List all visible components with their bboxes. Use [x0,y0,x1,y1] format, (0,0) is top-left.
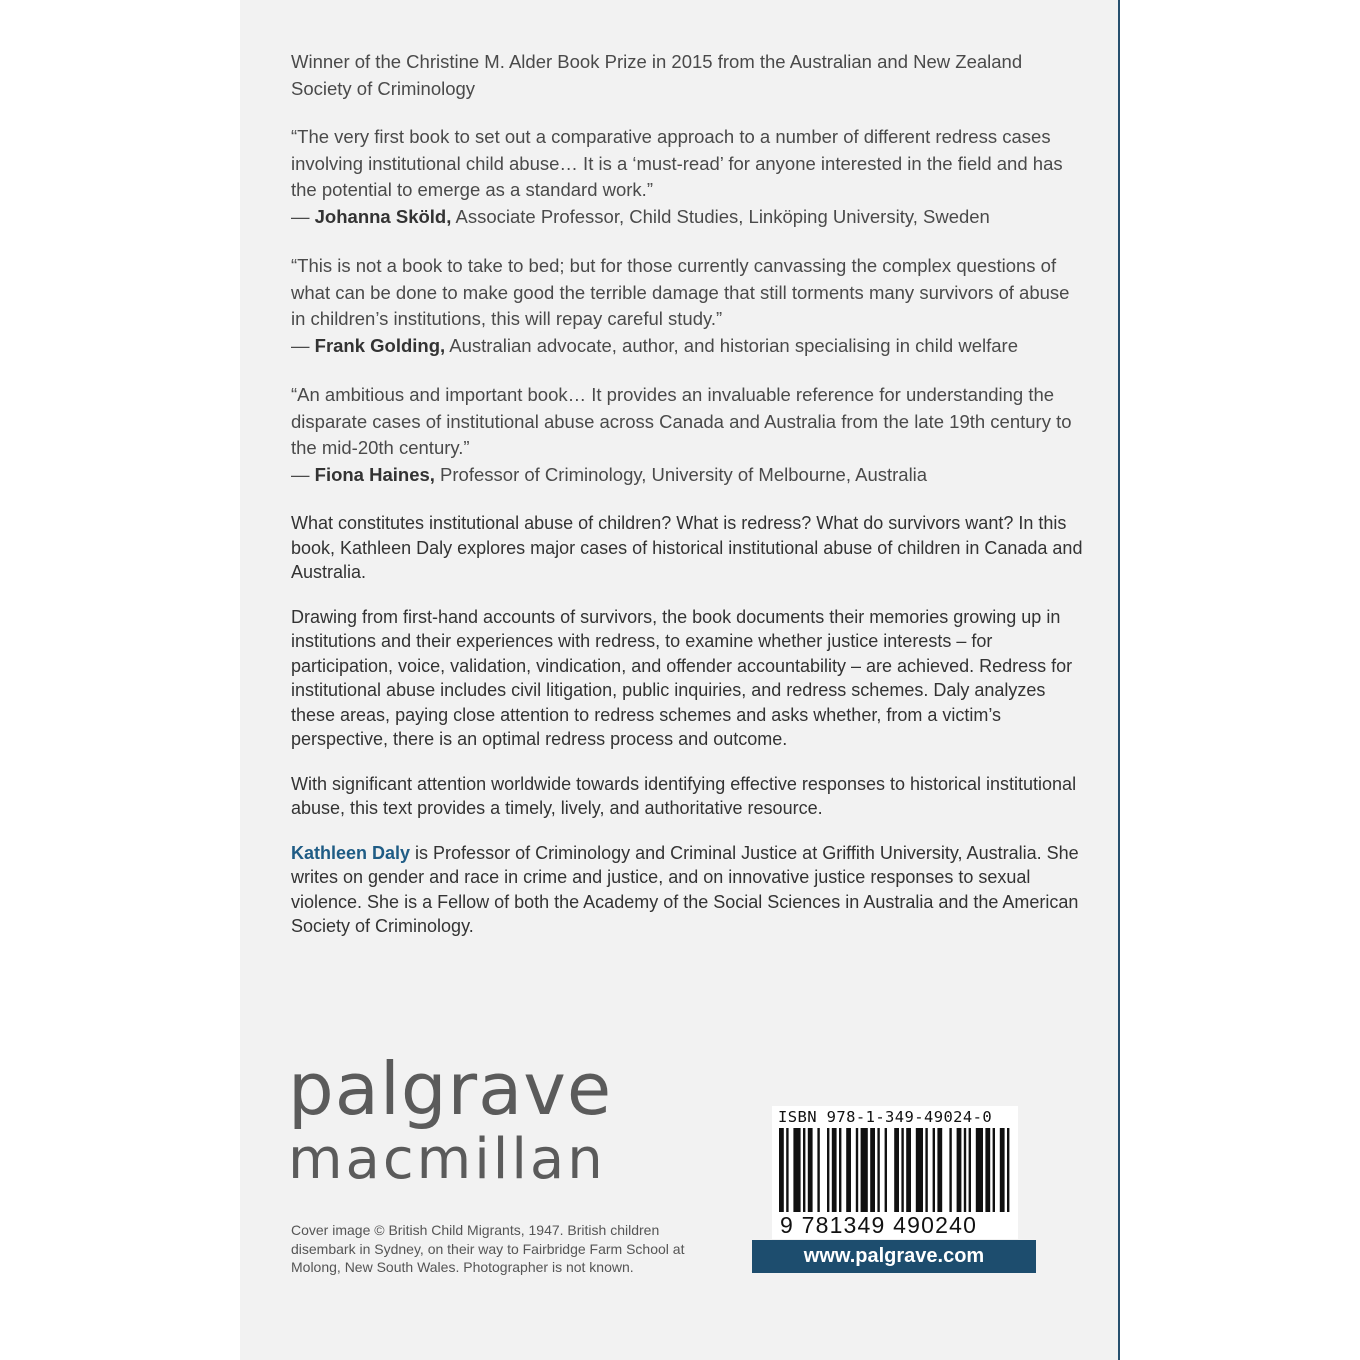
barcode-bar [786,1128,788,1212]
publisher-logo [288,1047,613,1192]
attribution-dash: — [291,463,315,485]
barcode-bar [976,1128,983,1212]
quote-author: Johanna Sköld, [314,205,452,227]
spine-edge [1118,0,1120,1360]
isbn-barcode [772,1106,1018,1239]
isbn-label: ISBN 978-1-349-49024-0 [778,1108,993,1126]
barcode-bar [969,1128,971,1212]
endorsement-quote [291,253,1086,359]
barcode-bar [1000,1128,1005,1212]
barcode-bar [870,1128,875,1212]
isbn-digits: 9 781349 490240 [780,1212,978,1238]
quote-attribution [291,204,1086,231]
barcode-bar [808,1128,813,1212]
blurb-paragraph: With significant attention worldwide towards identifying effective responses to historical institutional abuse, this text provides a timely, lively, and authoritative resource. [291,773,1077,818]
quote-attribution [291,333,1086,360]
back-cover [240,0,1118,1360]
barcode-bar [832,1128,837,1212]
blurb-paragraph: What constitutes institutional abuse of children? What is redress? What do survivors want? In this book, Kathleen Daly explores major cases of historical institutional abuse of children in Canada and Australia. [291,513,1083,582]
barcode-bar [827,1128,829,1212]
barcode-bar [957,1128,962,1212]
barcode-bar [937,1128,942,1212]
barcode-bar [894,1128,899,1212]
barcode-bar [933,1128,935,1212]
quote-author: Frank Golding, [314,334,446,356]
author-bio-text: is Professor of Criminology and Criminal Justice at Griffith University, Australia. She writes on gender and race in crime and justice, and on innovative justice responses to sexual violence. She is a Fellow of both the Academy of the Social Sciences in Australia and the American Society of Criminology. [291,842,1079,936]
barcode-bars [777,1128,1013,1214]
endorsement-quote [291,124,1086,230]
quote-affiliation: Australian advocate, author, and historian specialising in child welfare [445,334,1018,356]
barcode-bar [793,1128,800,1212]
barcode-bar [861,1128,868,1212]
barcode-bar [817,1128,819,1212]
barcode-bar [993,1128,995,1212]
barcode-bar [846,1128,851,1212]
publisher-url[interactable]: www.palgrave.com [752,1240,1036,1273]
author-bio [291,841,1086,939]
endorsement-quote [291,382,1086,488]
prize-statement: Winner of the Christine M. Alder Book Prize in 2015 from the Australian and New Zealand Society of Criminology [291,51,1023,99]
quote-text: “An ambitious and important book… It provides an invaluable reference for understanding the disparate cases of institutional abuse across Canada and Australia from the late 19th century to the mid-20th century.” [291,384,1072,458]
quote-text: “The very first book to set out a comparative approach to a number of different redress cases involving institutional child abuse… It is a ‘must-read’ for anyone interested in the field and has the potential to emerge as a standard work.” [291,126,1063,200]
logo-line-palgrave: palgrave [288,1047,613,1131]
barcode-bar [985,1128,990,1212]
barcode-bar [803,1128,805,1212]
quote-affiliation: Professor of Criminology, University of Melbourne, Australia [434,463,928,485]
attribution-dash: — [291,205,315,227]
quote-text: “This is not a book to take to bed; but for those currently canvassing the complex questions of what can be done to make good the terrible damage that still torments many survivors of abuse in children’s institutions, this will repay careful study.” [291,255,1070,329]
logo-line-macmillan: macmillan [288,1127,606,1192]
barcode-bar [885,1128,887,1212]
barcode-bar [1007,1128,1009,1212]
barcode-bar [839,1128,841,1212]
barcode-bar [877,1128,879,1212]
barcode-bar [916,1128,923,1212]
quote-attribution [291,462,1086,489]
barcode-bar [964,1128,966,1212]
quote-author: Fiona Haines, [314,463,435,485]
barcode-bar [779,1128,784,1212]
barcode-bar [901,1128,903,1212]
barcode-bar [925,1128,927,1212]
quote-affiliation: Associate Professor, Child Studies, Linköping University, Sweden [451,205,990,227]
cover-content [291,48,1086,959]
attribution-dash: — [291,334,315,356]
barcode-bar [856,1128,858,1212]
barcode-bar [949,1128,951,1212]
blurb-paragraph: Drawing from first-hand accounts of survivors, the book documents their memories growing up in institutions and their experiences with redress, to examine whether justice interests – for participation, voice, validation, vindication, and offender accountability – are achieved. Redress for institutional abuse includes civil litigation, public inquiries, and redress schemes. Daly analyzes these areas, paying close attention to redress schemes and asks whether, from a victim’s perspective, there is an optimal redress process and outcome. [291,606,1073,749]
barcode-bar [906,1128,911,1212]
cover-image-credit: Cover image © British Child Migrants, 1947. British children disembark in Sydney, on their way to Fairbridge Farm School at Molong, New South Wales. Photographer is not known. [291,1222,685,1275]
author-name: Kathleen Daly [291,842,411,863]
